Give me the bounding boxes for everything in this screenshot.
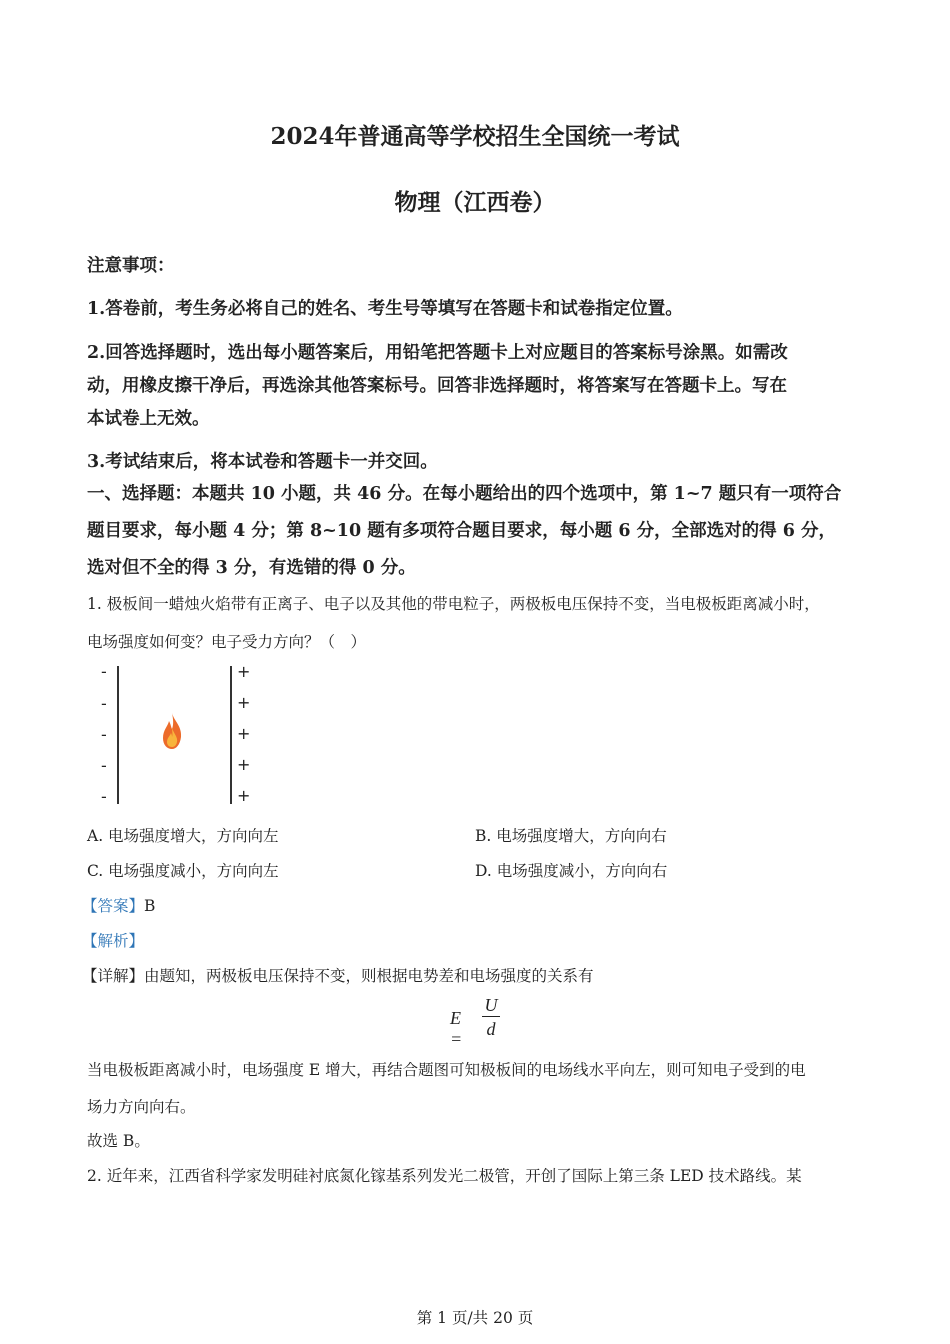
option-c: C. 电场强度减小，方向向左 [87,862,279,880]
exam-subtitle: 物理（江西卷） [394,189,556,216]
answer-value: B [144,897,156,915]
detail-label: 【详解】 [82,967,145,985]
formula-numerator: U [482,995,500,1017]
section-heading: 题目要求，每小题 4 分；第 8~10 题有多项符合题目要求，每小题 6 分，全部选对的得 6 分， [87,521,836,541]
option-a: A. 电场强度增大，方向向左 [87,827,279,845]
flame-icon [161,712,183,750]
plus-sign: + [237,693,251,712]
section-heading: 一、选择题：本题共 10 小题，共 46 分。在每小题给出的四个选项中，第 1~7 题只有一项符合 [87,484,842,504]
formula-denominator: d [486,1019,496,1039]
analysis-label: 【解析】 [82,932,145,950]
minus-sign: - [101,787,107,806]
plus-sign: + [237,662,251,681]
question-stem: 电场强度如何变？电子受力方向？（ ） [87,633,367,651]
negative-plate [117,666,119,804]
notice-item: 动，用橡皮擦干净后，再选涂其他答案标号。回答非选择题时，将答案写在答题卡上。写在 [87,376,787,396]
notice-heading: 注意事项： [87,256,175,276]
question-2-stem: 2. 近年来，江西省科学家发明硅衬底氮化镓基系列发光二极管，开创了国际上第三条 LED 技术路线。某 [87,1167,802,1185]
notice-item: 1.答卷前，考生务必将自己的姓名、考生号等填写在答题卡和试卷指定位置。 [87,299,683,319]
notice-item: 本试卷上无效。 [87,409,210,429]
detail-text: 由题知，两极板电压保持不变，则根据电势差和电场强度的关系有 [144,967,594,985]
question-stem: 1. 极板间一蜡烛火焰带有正离子、电子以及其他的带电粒子，两极板电压保持不变，当电极板距离减小时， [87,595,820,613]
plus-sign: + [237,786,251,805]
option-d: D. 电场强度减小，方向向右 [475,862,668,880]
explanation: 场力方向向右。 [87,1098,196,1116]
page-footer: 第 1 页/共 20 页 [416,1309,534,1327]
plus-sign: + [237,724,251,743]
answer-line [82,894,155,916]
minus-sign: - [101,662,107,681]
answer-label: 【答案】 [82,897,145,915]
section-heading: 选对但不全的得 3 分，有选错的得 0 分。 [87,558,416,578]
minus-sign: - [101,694,107,713]
minus-sign: - [101,756,107,775]
explanation: 当电极板距离减小时，电场强度 E 增大，再结合题图可知极板间的电场线水平向左，则可知电子受到的电 [87,1061,806,1079]
notice-item: 2.回答选择题时，选出每小题答案后，用铅笔把答题卡上对应题目的答案标号涂黑。如需改 [87,343,788,363]
minus-sign: - [101,725,107,744]
detail-line [82,964,594,986]
formula-lhs: E = [450,1008,463,1049]
option-b: B. 电场强度增大，方向向右 [475,827,667,845]
plus-sign: + [237,755,251,774]
notice-item: 3.考试结束后，将本试卷和答题卡一并交回。 [87,452,438,472]
exam-title: 2024年普通高等学校招生全国统一考试 [270,123,680,150]
conclusion: 故选 B。 [87,1132,150,1150]
positive-plate [230,666,232,804]
